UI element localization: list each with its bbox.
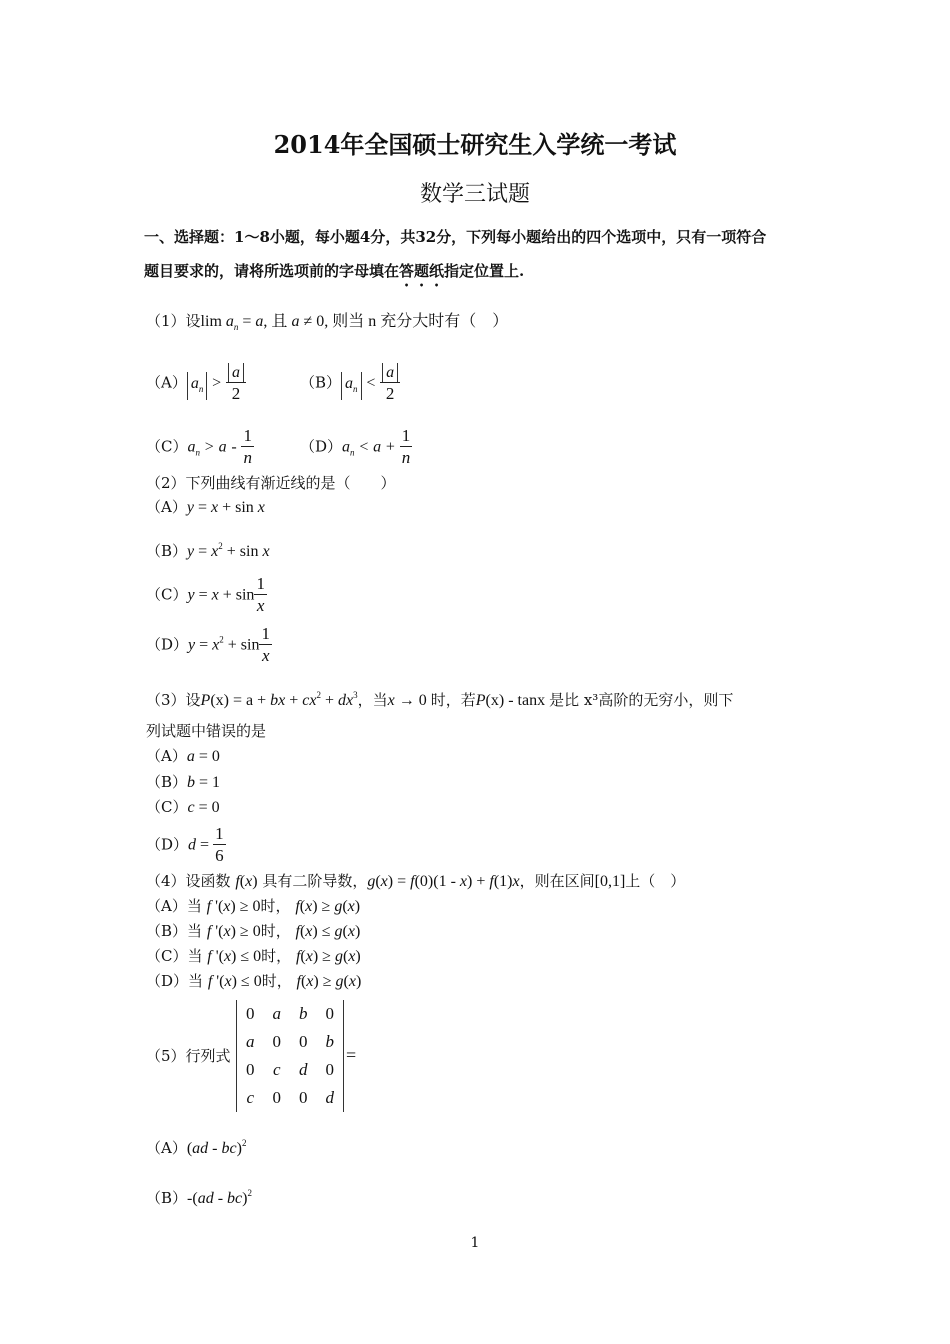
q1-option-b: （B） $a_n$ < $\frac{a}{2}$ [300,362,400,405]
page-subtitle: 数学三试题 [419,182,530,207]
q4-option-d: （D）当 f '(x) ≤ 0时， f(x) ≥ g(x) [146,972,362,990]
q3-stem: （3）设P(x) = a + bx + $cx^2 + dx^3$，当x → 0 时，若P(x) - tanx 是比 x³高阶的无穷小，则下 [146,690,734,709]
q2-option-a: （A）y = x + sin x [146,498,265,516]
section-instructions-line2: 题目要求的，请将所选项前的字母填在答题纸指定位置上. [144,262,525,280]
q2-option-b: $(B)y = x^2 + \sin x$ [146,541,270,560]
section-instructions-line1: 一、选择题：1～8小题，每小题4分，共32分，下列每小题给出的四个选项中，只有一项符合 [144,228,767,246]
q2-option-c: （C）y = x + sin $\frac{1}{x}$ [146,574,265,615]
q1-option-d: $(D)a_n < a$ + $\frac{1}{n}$ [300,426,411,467]
q5-stem: （5）行列式 [146,1047,231,1065]
q2-option-d: $(D)y = x^2 + \sin$ $\frac{1}{x}$ [146,624,270,665]
q1-stem: （1）设$\lim a_n = a$, 且 a ≠ 0, 则当 n 充分大时有（ ） [146,312,509,332]
q3-option-b: （B）b = 1 [146,773,221,791]
q4-option-c: （C）当 f '(x) ≤ 0时， f(x) ≥ g(x) [146,947,361,965]
q3-option-c: （C）c = 0 [146,798,220,816]
q3-option-a: （A）a = 0 [146,747,220,765]
q4-option-a: （A）当 f '(x) ≥ 0时， f(x) ≥ g(x) [146,897,361,915]
q5-determinant: 0 a b 0 a 0 0 b 0 c d 0 c 0 0 d [236,1000,344,1112]
page-number: 1 [470,1235,480,1251]
q3-stem-line2: 列试题中错误的是 [146,722,267,740]
q4-stem: （4）设函数 f(x) 具有二阶导数，g(x) = f(0)(1 - x) + f(1)x，则在区间[0,1]上（ ） [146,872,686,890]
q4-option-b: （B）当 f '(x) ≥ 0时， f(x) ≤ g(x) [146,922,361,940]
q5-option-a: （A）(ad - bc)$^2$ [146,1138,247,1157]
page-title: 2014年全国硕士研究生入学统一考试 [273,130,677,159]
q1-option-a: （A） $a_n$ > $\frac{a}{2}$ [146,362,246,405]
q5-equals: = [346,1045,357,1065]
q3-option-d: （D）d = $\frac{1}{6}$ [146,824,224,865]
q2-stem: （2）下列曲线有渐近线的是（ ） [146,474,396,492]
q5-option-b: （B）-(ad - bc)$^2$ [146,1188,252,1207]
q1-option-c: $(C)a_n > a$ - $\frac{1}{n}$ [146,426,252,467]
